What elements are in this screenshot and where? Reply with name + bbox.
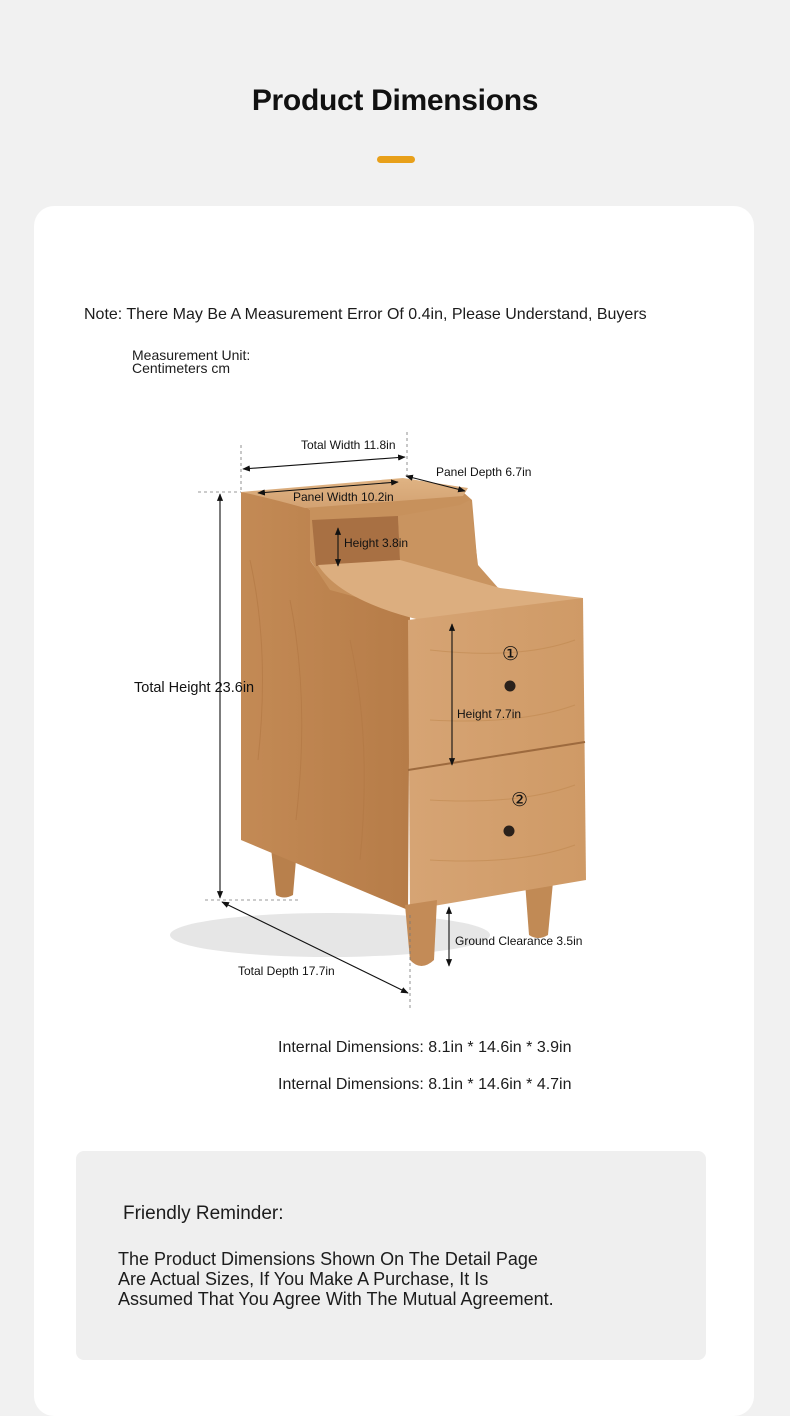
drawer-height-label: Height 7.7in xyxy=(457,707,522,721)
internal-dimensions-2: Internal Dimensions: 8.1in * 14.6in * 4.7in xyxy=(278,1076,572,1093)
nightstand-illustration xyxy=(241,478,586,966)
total-height-label: Total Height 23.6in xyxy=(134,680,255,696)
drawer-2-number: ② xyxy=(511,789,529,811)
reminder-title: Friendly Reminder: xyxy=(123,1203,284,1224)
page-title: Product Dimensions xyxy=(251,84,539,117)
ground-clearance-label: Ground Clearance 3.5in xyxy=(455,934,583,948)
panel-width-label: Panel Width 10.2in xyxy=(293,490,394,504)
reminder-line: Are Actual Sizes, If You Make A Purchase, It Is xyxy=(118,1269,489,1289)
drawer-1-number: ① xyxy=(502,643,520,665)
shelf-height-label: Height 3.8in xyxy=(344,536,409,550)
measurement-error-note: Note: There May Be A Measurement Error Of 0.4in, Please Understand, Buyers xyxy=(84,306,647,323)
internal-dimensions-1: Internal Dimensions: 8.1in * 14.6in * 3.9in xyxy=(278,1039,572,1056)
reminder-line: Assumed That You Agree With The Mutual Agreement. xyxy=(118,1289,554,1309)
reminder-body xyxy=(118,1249,598,1309)
total-width-arrow xyxy=(243,457,405,469)
floor-shadow xyxy=(170,913,490,957)
unit-label: Measurement Unit: xyxy=(132,347,251,363)
reminder-line: The Product Dimensions Shown On The Detail Page xyxy=(118,1249,538,1269)
unit-value: Centimeters cm xyxy=(132,360,231,376)
total-depth-label: Total Depth 17.7in xyxy=(238,964,335,978)
panel-depth-label: Panel Depth 6.7in xyxy=(436,465,532,479)
total-width-label: Total Width 11.8in xyxy=(301,438,396,452)
